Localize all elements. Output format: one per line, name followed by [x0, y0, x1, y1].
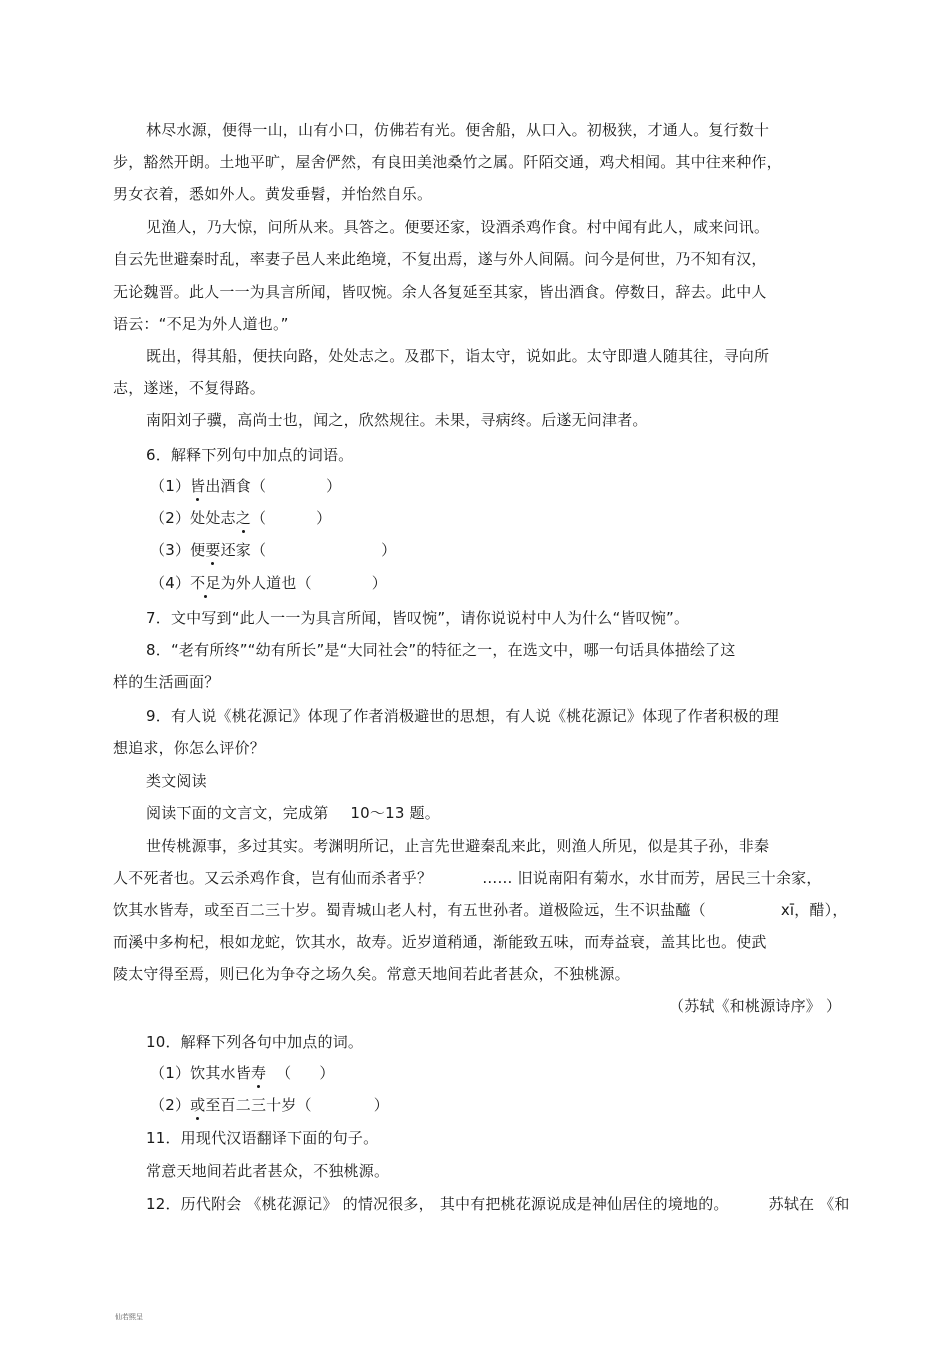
passage-line: 见渔人，乃大惊，问所从来。具答之。便要还家，设酒杀鸡作食。村中闻有此人，咸来问讯。	[146, 218, 770, 236]
passage-line: 自云先世避秦时乱，率妻子邑人来此绝境，不复出焉，遂与外人间隔。问今是何世，乃不知有汉，	[113, 250, 767, 268]
passage2-text: 人不死者也。又云杀鸡作食，岂有仙而杀者乎？	[113, 869, 433, 887]
passage2-line	[113, 900, 848, 920]
q6-item-1	[150, 476, 341, 496]
passage-line: 步，豁然开朗。土地平旷，屋舍俨然，有良田美池桑竹之属。阡陌交通，鸡犬相闻。其中往来种作，	[113, 153, 782, 171]
passage-line: 既出，得其船，便扶向路，处处志之。及郡下，诣太守，说如此。太守即遣人随其往，寻向所	[146, 347, 770, 365]
item-text: 处处志	[190, 509, 236, 527]
question-11-title: 11．用现代汉语翻译下面的句子。	[146, 1129, 379, 1147]
passage-line: 志，遂迷，不复得路。	[113, 379, 266, 397]
question-6-title: 6．解释下列句中加点的词语。	[146, 446, 354, 464]
intro-range: 10～13 题。	[350, 804, 440, 822]
intro-text: 阅读下面的文言文，完成第	[146, 804, 329, 822]
passage2-text: xī，醋），	[780, 901, 848, 919]
passage-line: 南阳刘子骥，高尚士也，闻之，欣然规往。未果，寻病终。后遂无问津者。	[146, 411, 648, 429]
passage2-line: 世传桃源事，多过其实。考渊明所记，止言先世避秦乱来此，则渔人所见，似是其子孙，非秦	[146, 837, 770, 855]
question-11-sentence: 常意天地间若此者甚众，不独桃源。	[146, 1162, 390, 1180]
page-footer: 仙若熙呈	[115, 1313, 143, 1321]
item-number: （4）	[150, 574, 191, 592]
dotted-word: 不足	[190, 574, 221, 592]
question-8-line: 样的生活画面？	[113, 673, 220, 691]
item-text: ）	[326, 477, 342, 495]
dotted-word: 或	[190, 1096, 206, 1114]
question-9-line: 9．有人说《桃花源记》体现了作者消极避世的思想，有人说《桃花源记》体现了作者积极的理	[146, 707, 779, 725]
passage2-line: 陵太守得至焉，则已化为争夺之场久矣。常意天地间若此者甚众，不独桃源。	[113, 965, 630, 983]
question-12	[146, 1194, 850, 1214]
passage2-line: 而溪中多枸杞，根如龙蛇，饮其水，故寿。近岁道稍通，渐能致五味，而寿益衰，盖其比也。使武	[113, 933, 767, 951]
passage-line: 语云：“不足为外人道也。”	[113, 315, 289, 333]
q10-item-2	[150, 1095, 389, 1115]
q6-item-2	[150, 508, 331, 528]
item-text: 还家（	[220, 541, 267, 559]
item-number: （2）	[150, 509, 191, 527]
question-8-line: 8．“老有所终”“幼有所长”是“大同社会”的特征之一，在选文中，哪一句话具体描绘了这	[146, 641, 736, 659]
section-intro	[146, 803, 440, 823]
passage-line: 林尽水源，便得一山，山有小口，仿佛若有光。便舍船，从口入。初极狭，才通人。复行数十	[146, 121, 770, 139]
dotted-word: 要	[205, 541, 221, 559]
item-text: 便	[190, 541, 206, 559]
passage-line: 男女衣着，悉如外人。黄发垂髫，并怡然自乐。	[113, 185, 433, 203]
item-text: （	[250, 509, 267, 527]
item-text: 饮其水皆	[190, 1064, 251, 1082]
question-7: 7．文中写到“此人一一为具言所闻，皆叹惋”，请你说说村中人为什么“皆叹惋”。	[146, 609, 690, 627]
section-title: 类文阅读	[146, 772, 207, 790]
q6-item-3	[150, 540, 396, 560]
item-text: ）	[373, 1096, 389, 1114]
item-number: （2）	[150, 1096, 191, 1114]
dotted-word: 皆	[190, 477, 206, 495]
item-text: ）	[319, 1064, 335, 1082]
item-number: （1）	[150, 1064, 191, 1082]
passage2-source: （苏轼《和桃源诗序》 ）	[669, 997, 842, 1015]
item-text: （	[276, 1064, 292, 1082]
q12-text: 12．历代附会 《桃花源记》 的情况很多，	[146, 1195, 434, 1213]
q12-text: 其中有把桃花源说成是神仙居住的境地的。	[439, 1195, 729, 1213]
item-text: ）	[316, 509, 332, 527]
passage-line: 无论魏晋。此人一一为具言所闻，皆叹惋。余人各复延至其家，皆出酒食。停数日，辞去。此中人	[113, 283, 767, 301]
item-number: （1）	[150, 477, 191, 495]
dotted-word: 之	[235, 509, 251, 527]
dotted-word: 寿	[250, 1064, 267, 1082]
q12-text: 苏轼在 《和	[768, 1195, 850, 1213]
question-10-title: 10．解释下列各句中加点的词。	[146, 1033, 364, 1051]
passage2-text: …… 旧说南阳有菊水，水甘而芳，居民三十余家，	[482, 869, 822, 887]
q6-item-4	[150, 573, 387, 593]
item-text: ）	[381, 541, 397, 559]
passage2-text: 饮其水皆寿，或至百二三十岁。蜀青城山老人村，有五世孙者。道极险远，生不识盐醯（	[113, 901, 706, 919]
passage2-line	[113, 868, 822, 888]
item-text: 出酒食（	[205, 477, 267, 495]
item-text: ）	[371, 574, 387, 592]
item-number: （3）	[150, 541, 191, 559]
item-text: 至百二三十岁（	[205, 1096, 312, 1114]
item-text: 为外人道也（	[220, 574, 312, 592]
q10-item-1	[150, 1063, 335, 1083]
question-9-line: 想追求，你怎么评价？	[113, 739, 266, 757]
